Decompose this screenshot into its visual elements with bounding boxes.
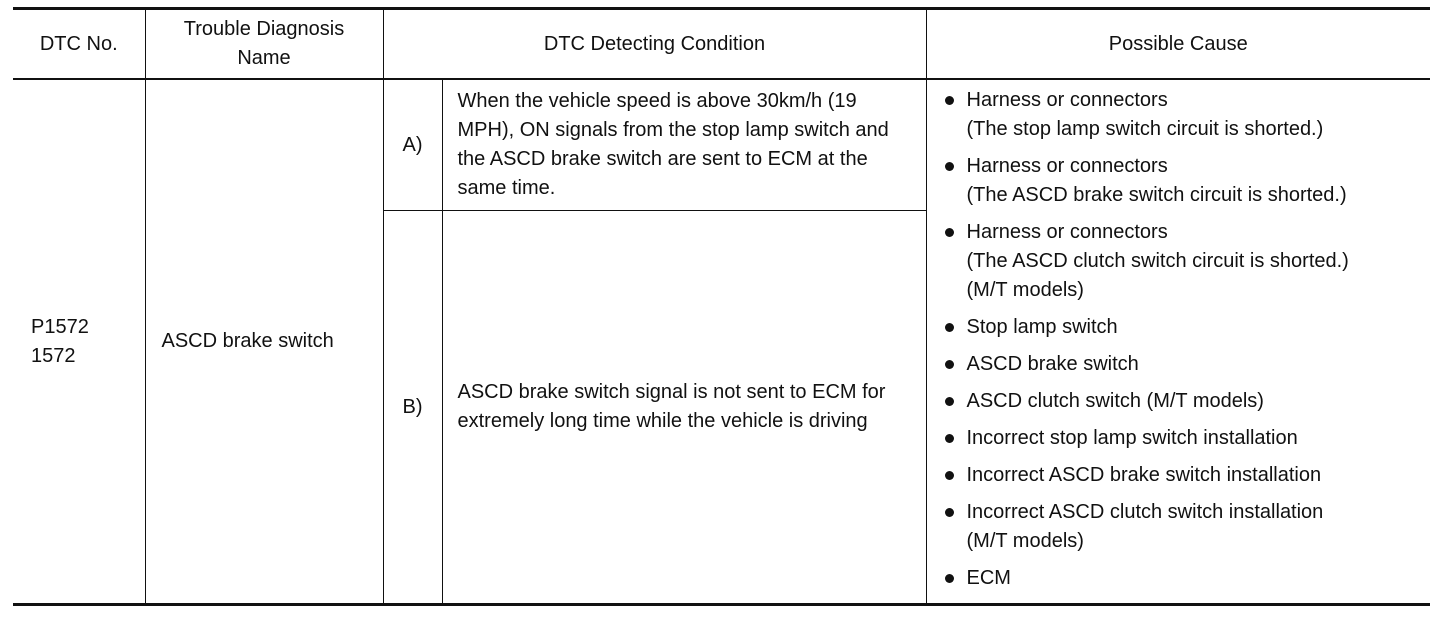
dtc-code: P1572 <box>31 315 89 338</box>
bullet-icon <box>945 471 954 480</box>
cause-text: ASCD brake switch <box>966 353 1139 375</box>
bullet-icon <box>945 228 954 237</box>
table-row <box>13 79 1430 211</box>
cause-text: Harness or connectors <box>966 89 1168 111</box>
bullet-icon <box>945 508 954 517</box>
cause-text: Incorrect ASCD clutch switch installation <box>966 501 1324 523</box>
header-row <box>13 9 1430 80</box>
header-condition: DTC Detecting Condition <box>383 9 926 80</box>
cause-text: (The stop lamp switch circuit is shorted.) <box>966 118 1324 140</box>
cause-item <box>943 350 1423 379</box>
cause-item <box>943 424 1423 453</box>
condition-b-text: ASCD brake switch signal is not sent to ECM for extremely long time while the vehicle is driving <box>442 211 926 605</box>
dtc-code: 1572 <box>31 344 76 367</box>
condition-b-label: B) <box>383 211 442 605</box>
cause-text: (M/T models) <box>966 530 1084 552</box>
header-diagnosis-name-line2: Name <box>237 47 291 69</box>
cause-text: Incorrect ASCD brake switch installation <box>966 464 1322 486</box>
bullet-icon <box>945 434 954 443</box>
dtc-table <box>13 7 1430 606</box>
bullet-icon <box>945 360 954 369</box>
bullet-icon <box>945 162 954 171</box>
cause-text: Stop lamp switch <box>966 316 1118 338</box>
cause-item <box>943 461 1423 490</box>
bullet-icon <box>945 397 954 406</box>
cause-text: ASCD clutch switch (M/T models) <box>966 390 1264 412</box>
cause-text: (The ASCD clutch switch circuit is shorted.) <box>966 250 1349 272</box>
bullet-icon <box>945 96 954 105</box>
cause-item <box>943 387 1423 416</box>
bullet-icon <box>945 574 954 583</box>
cause-item <box>943 152 1423 210</box>
diagnosis-name-cell: ASCD brake switch <box>145 79 383 605</box>
cause-item <box>943 498 1423 556</box>
header-cause: Possible Cause <box>926 9 1430 80</box>
header-diagnosis-name <box>145 9 383 80</box>
cause-item <box>943 313 1423 342</box>
cause-text: Incorrect stop lamp switch installation <box>966 427 1298 449</box>
cause-text: (The ASCD brake switch circuit is shorted.) <box>966 184 1347 206</box>
cause-text: ECM <box>966 567 1011 589</box>
cause-text: Harness or connectors <box>966 155 1168 177</box>
possible-cause-cell <box>926 79 1430 605</box>
condition-a-text: When the vehicle speed is above 30km/h (19 MPH), ON signals from the stop lamp switch and the ASCD brake switch are sent to ECM at the same time. <box>442 79 926 211</box>
header-diagnosis-name-line1: Trouble Diagnosis <box>183 18 345 40</box>
cause-item <box>943 218 1423 305</box>
dtc-number-cell <box>13 79 145 605</box>
cause-text: (M/T models) <box>966 279 1084 301</box>
cause-item <box>943 564 1423 593</box>
cause-text: Harness or connectors <box>966 221 1168 243</box>
cause-item <box>943 86 1423 144</box>
condition-a-label: A) <box>383 79 442 211</box>
header-dtc-no: DTC No. <box>13 9 145 80</box>
bullet-icon <box>945 323 954 332</box>
cause-list <box>943 86 1423 593</box>
